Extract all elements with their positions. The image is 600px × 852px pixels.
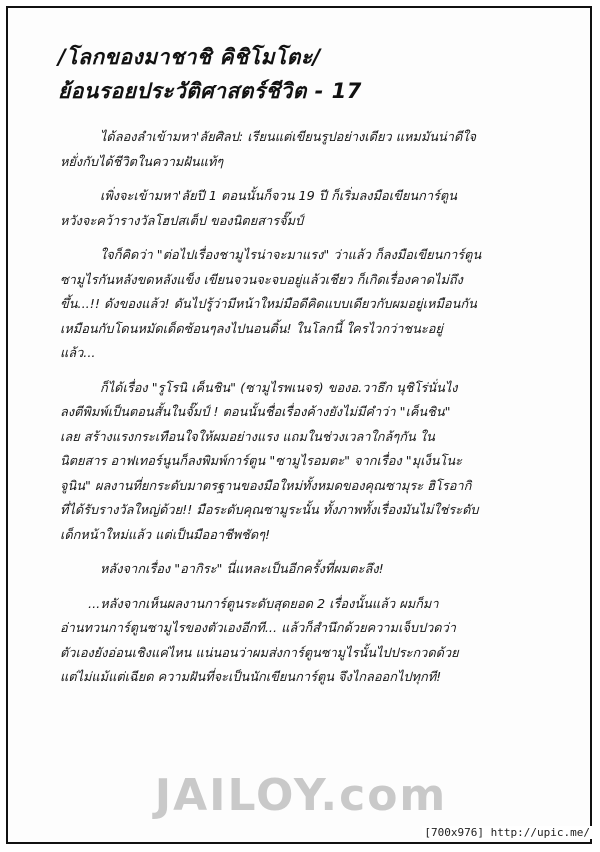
title-line-2: ย้อนรอยประวัติศาสตร์ชีวิต - 17: [58, 79, 362, 103]
text-line: ...หลังจากเห็นผลงานการ์ตูนระดับสุดยอด 2 เรื่องนั้นแล้ว ผมก็มา: [88, 596, 439, 612]
text-line: ได้ลองลำเข้ามหา'ลัยศิลป: เรียนแต่เขียนรูปอย่างเดียว แหมมันน่าดีใจ: [100, 130, 477, 145]
text-line: อ่านทวนการ์ตูนซามูไรของตัวเองอีกที... แล้วก็สำนึกด้วยความเจ็บปวดว่า: [60, 621, 456, 636]
text-line: เลย สร้างแรงกระเทือนใจให้ผมอย่างแรง แถมในช่วงเวลาใกล้ๆกัน ใน: [60, 429, 435, 445]
text-line: ลงตีพิมพ์เป็นตอนสั้นในจั๊มป์ ! ตอนนั้นชื่อเรื่องค้างยังไม่มีคำว่า "เค็นชิน": [60, 405, 451, 420]
paragraph-5: [60, 558, 578, 583]
site-watermark: JAILOY.com: [154, 770, 448, 821]
text-line: เพิ่งจะเข้ามหา'ลัยปี 1 ตอนนั้นก็จวน 19 ปี ก็เริ่มลงมือเขียนการ์ตูน: [100, 189, 457, 204]
paragraph-6: [60, 593, 578, 691]
text-line: หลังจากเรื่อง "อากิระ" นี่แหละเป็นอีกครั้งที่ผมตะลึง!: [100, 562, 384, 577]
paragraph-2: [60, 185, 578, 234]
text-line: แต่ไม่แม้แต่เฉียด ความฝันที่จะเป็นนักเขียนการ์ตูน จึงไกลออกไปทุกที!: [60, 670, 442, 685]
text-line: หยั่งกับได้ชีวิตในความฝันแท้ๆ: [60, 154, 224, 170]
title-line-1: /โลกของมาชาชิ คิชิโมโตะ/: [58, 45, 321, 69]
text-line: นิตยสาร อาฟเทอร์นูนก็ลงพิมพ์การ์ตูน "ซามูไรอมตะ" จากเรื่อง "มุเง็นโนะ: [60, 454, 462, 469]
text-line: หวังจะคว้ารางวัลโฮปสเต็ป ของนิตยสารจั๊มป์: [60, 213, 304, 229]
paragraph-4: [60, 377, 578, 549]
image-host-footer: [700x976] http://upic.me/: [424, 826, 590, 839]
text-line: แล้ว...: [60, 346, 96, 361]
body-text: [60, 126, 578, 691]
scanned-page: [6, 6, 592, 844]
text-line: ที่ได้รับรางวัลใหญ่ด้วย!! มือระดับคุณซามูระนั้น ทั้งภาพทั้งเรื่องมันไม่ใช่ระดับ: [60, 503, 479, 518]
text-line: จูนิน" ผลงานที่ยกระดับมาตรฐานของมือใหม่ทั้งหมดของคุณซามุระ ฮิโรอากิ: [60, 478, 472, 494]
text-line: ก็ได้เรื่อง "รูโรนิ เค็นชิน" (ซามูไรพเนจร) ของอ.วาธึก นุชิโร่นั่นไง: [100, 380, 458, 396]
text-line: เด็กหน้าใหม่แล้ว แต่เป็นมืออาชีพชัดๆ!: [60, 527, 271, 543]
paragraph-3: [60, 244, 578, 367]
chapter-title: [58, 40, 498, 108]
paragraph-1: [60, 126, 578, 175]
text-line: ขึ้น...!! ดังของแล้ว! ดันไปรู้ว่ามีหน้าใหม่มือดีคิดแบบเดียวกับผมอยู่เหมือนกัน: [60, 297, 477, 312]
text-line: ซามูไรกันหลังขดหลังแข็ง เขียนจวนจะจบอยู่แล้วเชียว ก็เกิดเรื่องคาดไม่ถึง: [60, 272, 463, 288]
text-line: ตัวเองยังอ่อนเชิงแค่ไหน แน่นอนว่าผมส่งการ์ตูนซามูไรนั้นไปประกวดด้วย: [60, 645, 459, 661]
text-line: ใจก็คิดว่า "ต่อไปเรื่องชามูไรน่าจะมาแรง" ว่าแล้ว ก็ลงมือเขียนการ์ตูน: [100, 248, 482, 263]
text-line: เหมือนกับโดนหมัดเด็ดซ้อนๆลงไปนอนดิ้น! ในโลกนี้ ใครไวกว่าชนะอยู่: [60, 321, 443, 337]
